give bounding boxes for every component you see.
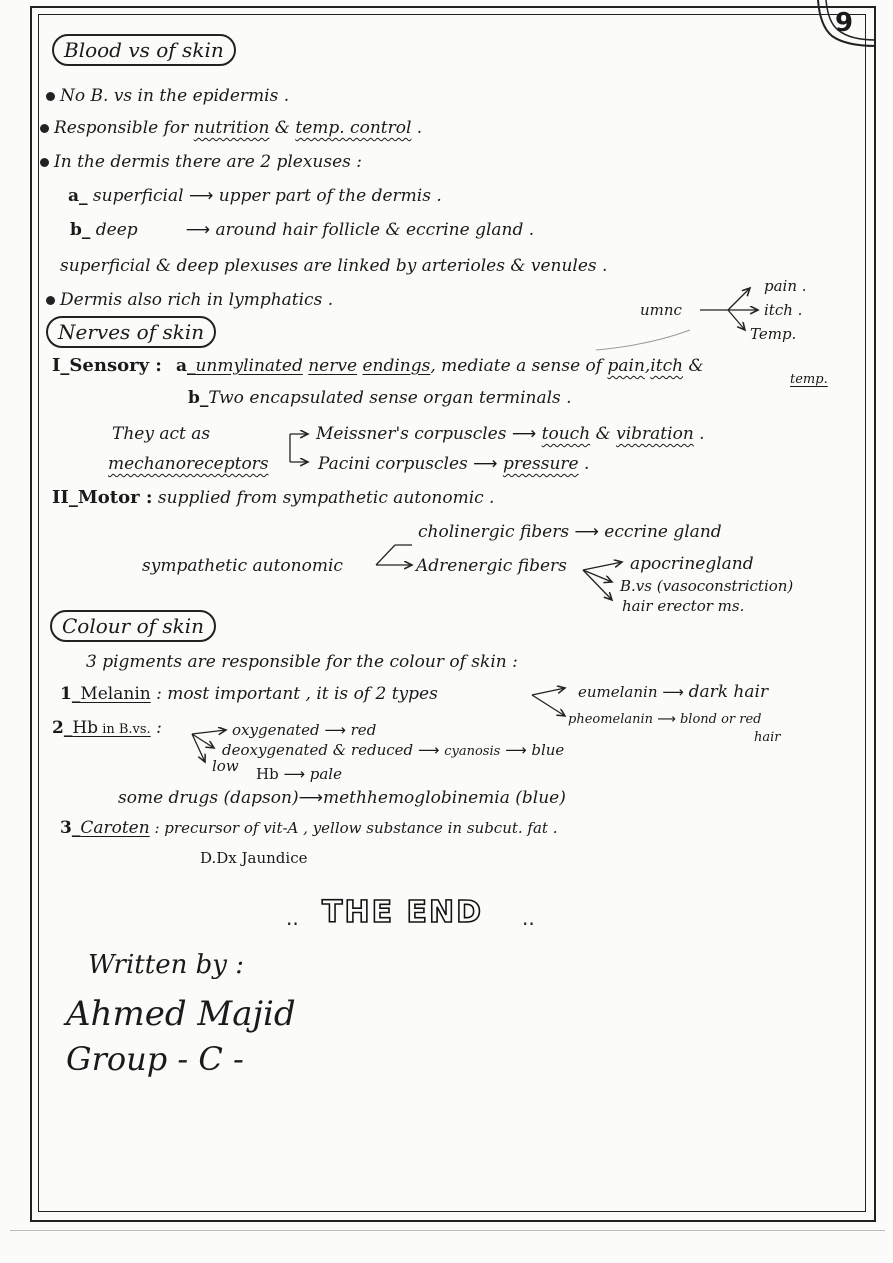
text-period: . bbox=[693, 424, 705, 444]
melanin-text: : most important , it is of 2 types bbox=[150, 684, 438, 704]
arrow-right-icon: ⟶ bbox=[283, 765, 305, 783]
colour-intro: 3 pigments are responsible for the colour of skin : bbox=[86, 652, 518, 672]
plexus-a-row bbox=[68, 186, 442, 206]
sensory-b-row bbox=[188, 388, 572, 408]
item-label: b_ bbox=[70, 220, 91, 240]
apocrine-gland: apocrinegland bbox=[630, 554, 754, 574]
text-period: . bbox=[578, 454, 590, 474]
umnc-pain: pain . bbox=[764, 277, 807, 295]
section-heading-blood-vessels: Blood vs of skin bbox=[52, 34, 236, 66]
end-dots-right: .. bbox=[522, 906, 535, 930]
text-period: . bbox=[411, 118, 423, 138]
written-by: Written by : bbox=[88, 950, 244, 980]
umnc-itch: itch . bbox=[764, 301, 803, 319]
author-group: Group - C - bbox=[66, 1040, 244, 1078]
arrow-right-icon: ⟶ bbox=[417, 741, 440, 759]
bullet-responsible bbox=[40, 118, 422, 138]
keyword-temp: temp. bbox=[790, 372, 828, 387]
sensory-b-text: Two encapsulated sense organ terminals . bbox=[208, 388, 572, 408]
umnc-label: umnc bbox=[640, 301, 682, 319]
mechanoreceptor-bracket bbox=[290, 434, 308, 462]
red: red bbox=[350, 721, 377, 739]
adrenergic-branch-arrows bbox=[583, 562, 622, 600]
keyword-in-bvs: in B.vs. bbox=[98, 722, 151, 737]
section-heading-nerves: Nerves of skin bbox=[46, 316, 216, 348]
keyword-caroten: Caroten bbox=[80, 818, 150, 838]
bullet-text: Responsible for bbox=[54, 118, 194, 138]
bullet-text: Dermis also rich in lymphatics . bbox=[60, 290, 334, 310]
plexus-desc: around hair follicle & eccrine gland . bbox=[215, 220, 535, 240]
bullet-text: In the dermis there are 2 plexuses : bbox=[54, 152, 363, 172]
bullet-dot-icon bbox=[46, 296, 55, 305]
item-label: a_ bbox=[175, 356, 196, 376]
arrow-right-icon: ⟶ bbox=[473, 454, 498, 474]
arrow-right-icon: ⟶ bbox=[185, 220, 211, 240]
keyword-pressure: pressure bbox=[502, 454, 579, 474]
they-act-as: They act as bbox=[112, 424, 211, 444]
dark-hair: dark hair bbox=[688, 682, 769, 702]
hair-label: hair bbox=[754, 730, 781, 745]
plexus-name: superficial bbox=[92, 186, 184, 206]
pheomelanin: pheomelanin bbox=[568, 712, 654, 727]
item-number: 2_ bbox=[52, 718, 73, 738]
arrow-right-icon: ⟶ bbox=[657, 712, 676, 727]
pheomelanin-row bbox=[568, 712, 762, 727]
arrow-right-icon: ⟶ bbox=[298, 788, 323, 808]
hb: Hb bbox=[256, 765, 279, 783]
keyword-hb: Hb bbox=[72, 718, 99, 738]
blue: blue bbox=[531, 741, 565, 759]
keyword-touch: touch bbox=[541, 424, 591, 444]
author-name: Ahmed Majid bbox=[66, 994, 296, 1034]
motor-row bbox=[52, 488, 494, 508]
arrow-right-icon: ⟶ bbox=[188, 186, 214, 206]
sympathetic-branch-arrows bbox=[376, 545, 412, 565]
hair-erector: hair erector ms. bbox=[622, 597, 745, 615]
plexuses-linked: superficial & deep plexuses are linked by arterioles & venules . bbox=[60, 256, 608, 276]
blond-or-red: blond or red bbox=[679, 712, 762, 727]
keyword-vibration: vibration bbox=[616, 424, 694, 444]
text-mediate: , mediate a sense of bbox=[430, 356, 608, 376]
item-label: a_ bbox=[68, 186, 88, 206]
item-number: 1_ bbox=[60, 684, 81, 704]
plexus-desc: upper part of the dermis . bbox=[218, 186, 442, 206]
sympathetic-autonomic: sympathetic autonomic bbox=[142, 556, 343, 576]
text-comma: , bbox=[644, 356, 651, 376]
arrow-right-icon: ⟶ bbox=[574, 522, 599, 542]
keyword-melanin: Melanin bbox=[80, 684, 151, 704]
low-hb-row bbox=[256, 764, 342, 784]
arrow-right-icon: ⟶ bbox=[505, 741, 527, 759]
deoxygenated-row bbox=[222, 740, 564, 760]
cholinergic-fibers: cholinergic fibers bbox=[418, 522, 570, 542]
low-label: low bbox=[212, 757, 239, 775]
keyword-nutrition: nutrition bbox=[193, 118, 270, 138]
end-dots-left: .. bbox=[286, 906, 299, 930]
arrow-right-icon: ⟶ bbox=[662, 683, 684, 701]
pale: pale bbox=[309, 765, 342, 783]
eccrine-gland: eccrine gland bbox=[604, 522, 722, 542]
arrow-right-icon: ⟶ bbox=[511, 424, 537, 444]
text-amp: & bbox=[683, 356, 704, 376]
bullet-dot-icon bbox=[46, 92, 55, 101]
bullet-text: No B. vs in the epidermis . bbox=[60, 86, 290, 106]
bullet-no-bv-epidermis bbox=[46, 86, 289, 106]
hb-row bbox=[52, 718, 162, 738]
bullet-dermis-plexuses bbox=[40, 152, 362, 172]
drugs-row bbox=[118, 788, 566, 808]
methhemoglobinemia: methhemoglobinemia (blue) bbox=[322, 788, 566, 808]
caroten-text: : precursor of vit-A , yellow substance in subcut. fat . bbox=[149, 819, 558, 837]
the-end-title: THE END bbox=[322, 895, 484, 930]
drugs-dapson: some drugs (dapson) bbox=[118, 788, 299, 808]
keyword-pain: pain bbox=[607, 356, 645, 376]
motor-text: supplied from sympathetic autonomic . bbox=[157, 488, 495, 508]
cholinergic-row bbox=[418, 522, 722, 542]
plexus-name: deep bbox=[95, 220, 138, 240]
mechanoreceptors: mechanoreceptors bbox=[108, 454, 269, 474]
motor-label: II_Motor : bbox=[52, 487, 153, 508]
text-colon: : bbox=[150, 718, 162, 738]
meissner-corpuscles: Meissner's corpuscles bbox=[316, 424, 507, 444]
bvs-vasoconstriction: B.vs (vasoconstriction) bbox=[620, 577, 794, 595]
eumelanin: eumelanin bbox=[578, 683, 658, 701]
melanin-row bbox=[60, 684, 438, 704]
keyword-unmyelinated: unmylinated bbox=[195, 356, 303, 376]
item-number: 3_ bbox=[60, 818, 81, 838]
plexus-b-row bbox=[70, 220, 534, 240]
section-heading-colour: Colour of skin bbox=[50, 610, 216, 642]
meissner-row bbox=[316, 424, 705, 444]
keyword-itch: itch bbox=[650, 356, 684, 376]
eumelanin-row bbox=[578, 682, 768, 702]
pacini-corpuscles: Pacini corpuscles bbox=[318, 454, 468, 474]
sensory-label: I_Sensory : bbox=[52, 355, 162, 376]
ddx-jaundice: D.Dx Jaundice bbox=[200, 849, 308, 867]
keyword-temp-control: temp. control bbox=[295, 118, 412, 138]
page-number: 9 bbox=[835, 8, 854, 38]
adrenergic-fibers: Adrenergic fibers bbox=[416, 556, 567, 576]
text-amp: & bbox=[269, 118, 296, 138]
text-amp: & bbox=[590, 424, 617, 444]
caroten-row bbox=[60, 818, 558, 838]
oxygenated: oxygenated bbox=[232, 721, 320, 739]
arrow-right-icon: ⟶ bbox=[324, 721, 346, 739]
bullet-dot-icon bbox=[40, 158, 49, 167]
deoxygenated: deoxygenated & reduced bbox=[222, 741, 414, 759]
keyword-nerve: nerve bbox=[308, 356, 358, 376]
cyanosis: cyanosis bbox=[444, 744, 501, 759]
melanin-branch-arrows bbox=[532, 688, 565, 716]
keyword-endings: endings bbox=[362, 356, 431, 376]
sensory-a-row bbox=[52, 356, 704, 376]
bullet-lymphatics bbox=[46, 290, 333, 310]
item-label: b_ bbox=[188, 388, 209, 408]
pacini-row bbox=[318, 454, 589, 474]
bullet-dot-icon bbox=[40, 124, 49, 133]
oxygenated-row bbox=[232, 720, 376, 740]
umnc-temp: Temp. bbox=[750, 325, 797, 343]
